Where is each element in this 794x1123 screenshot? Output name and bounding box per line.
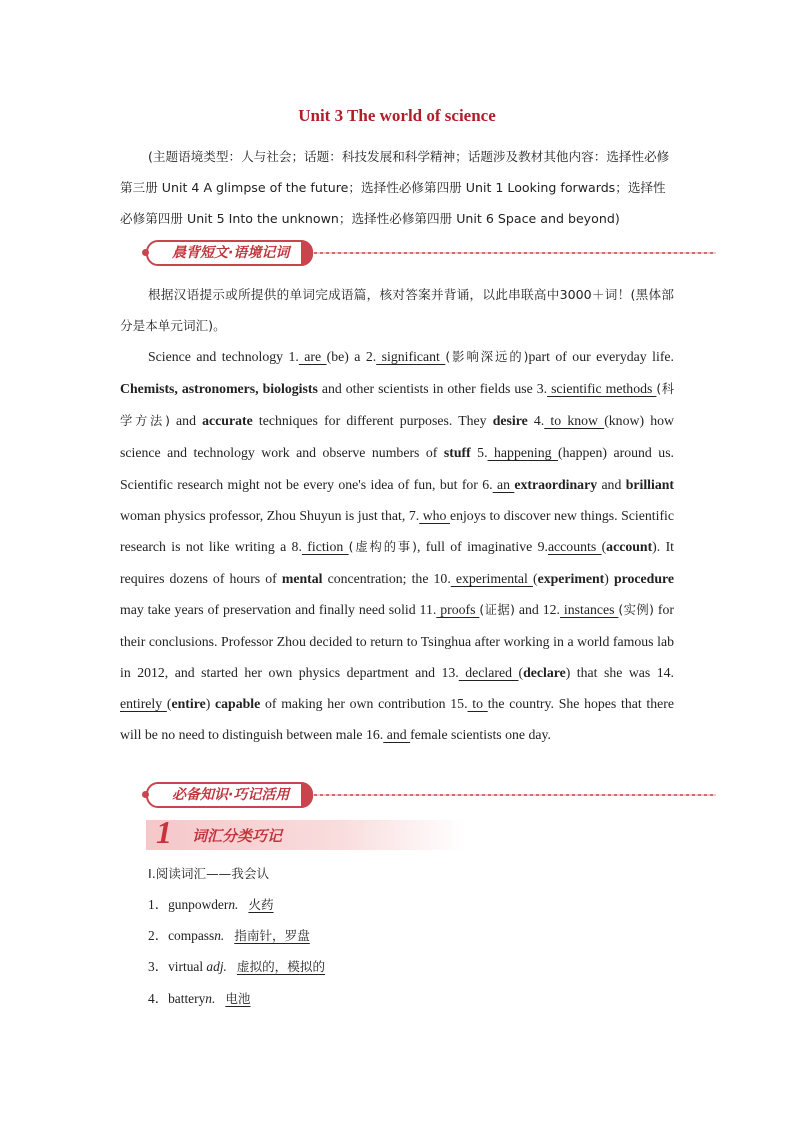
passage-text: 4.: [527, 413, 545, 429]
item-number: 1．: [148, 897, 169, 912]
list-item: [148, 983, 329, 1014]
passage-text: concentration; the 10.: [322, 570, 451, 586]
vocab-meaning: 电池: [225, 990, 251, 1006]
answer-7: who: [419, 507, 450, 523]
vocab-word: battery: [168, 990, 206, 1006]
vocab-word: virtual: [168, 959, 204, 975]
passage-text: for their conclusions. Professor Zhou decided to return to Tsinghua after working in a world famous lab in 2012, and started her own physics department and 13.: [120, 601, 674, 681]
passage-text: (happen) around us. Scientific research might not be every one's idea of fun, but for 6.: [120, 445, 675, 492]
answer-6: an: [492, 476, 515, 492]
item-number: 3．: [148, 959, 169, 975]
subsection-number: 1: [156, 814, 172, 850]
passage-text: and: [169, 413, 203, 429]
answer-10: experimental: [450, 570, 533, 586]
answer-4: to know: [544, 413, 605, 429]
section-banner-morning-reading: [146, 240, 716, 266]
topic-context-text: (主题语境类型：人与社会；话题：科技发展和科学精神；话题涉及教材其他内容：选择性必修第三册 Unit 4 A glimpse of the future；选择性必修第四册 Unit 1 Looking forwards；选择性必修第四册 Unit 5 Into the unknown；选择性必修第四册 Unit 6 Space and beyond): [120, 149, 670, 226]
passage-text: of making her own contribution 15.: [260, 696, 468, 712]
part-of-speech: adj.: [206, 959, 227, 975]
passage-text: (know) how science and technology work and observe numbers of: [120, 413, 674, 461]
passage-body: [120, 341, 674, 750]
passage-text: (: [166, 696, 172, 712]
answer-3: scientific methods: [547, 381, 657, 397]
part-of-speech: n.: [214, 928, 225, 944]
list-item: [148, 889, 329, 920]
unit-vocab-bold: account: [606, 538, 653, 554]
passage-text: (: [518, 665, 524, 681]
answer-1: are: [298, 349, 327, 365]
part-of-speech: n.: [205, 990, 216, 1006]
answer-16: and: [383, 727, 411, 743]
passage-text: part of our everyday life.: [528, 349, 674, 365]
unit-vocab-bold: brilliant: [625, 476, 675, 492]
passage-text: ) that she was 14.: [565, 665, 675, 681]
cloze-passage: [120, 279, 674, 750]
unit-vocab-bold: procedure: [613, 570, 674, 586]
answer-15: to: [467, 696, 488, 712]
vocab-list: [148, 858, 329, 1014]
unit-vocab-bold: declare: [523, 665, 566, 681]
passage-text: woman physics professor, Zhou Shuyun is just that, 7.: [120, 507, 420, 523]
part-of-speech: n.: [228, 897, 239, 912]
passage-text: ). It requires dozens of hours of: [120, 538, 674, 586]
answer-13: declared: [458, 665, 519, 681]
unit-vocab-bold: mental: [281, 570, 323, 586]
answer-12: instances: [559, 601, 619, 617]
passage-text: ): [604, 570, 614, 586]
passage-text: , full of imaginative 9.: [416, 538, 548, 554]
passage-text: (: [532, 570, 538, 586]
passage-text: may take years of preservation and finally need solid 11.: [120, 601, 437, 617]
passage-text: enjoys to discover new things. Scientific research is not like writing a 8.: [120, 507, 674, 554]
unit-vocab-bold: Chemists, astronomers, biologists: [120, 381, 318, 397]
topic-context-note: [120, 141, 675, 234]
passage-text: 5.: [470, 445, 488, 461]
answer-14: entirely: [120, 696, 167, 712]
answer-8: fiction: [301, 538, 349, 554]
unit-vocab-bold: entire: [171, 696, 206, 712]
instruction: 根据汉语提示或所提供的单词完成语篇，核对答案并背诵，以此串联高中3000＋词！(黑体部分是本单元词汇)。: [120, 287, 674, 334]
answer-5: happening: [487, 445, 558, 461]
passage-text: (be) a 2.: [326, 349, 377, 365]
unit-vocab-bold: desire: [492, 413, 528, 429]
chinese-hint: (科学方法): [120, 382, 675, 429]
page-title: Unit 3 The world of science: [298, 106, 496, 125]
banner-label: 必备知识·巧记活用: [146, 782, 313, 808]
passage-text: the country. She hopes that there will be no need to distinguish between male 16.: [120, 696, 674, 743]
item-number: 2．: [148, 928, 169, 944]
passage-text: female scientists one day.: [410, 727, 551, 743]
unit-vocab-bold: accurate: [202, 413, 253, 429]
passage-text: Science and technology 1.: [148, 349, 299, 365]
unit-vocab-bold: stuff: [443, 445, 471, 461]
section-banner-essential-knowledge: [146, 782, 716, 808]
subsection-label: 词汇分类巧记: [192, 827, 283, 845]
answer-9: accounts: [547, 538, 602, 554]
answer-2: significant: [376, 349, 446, 365]
vocab-word: compass: [168, 928, 215, 944]
passage-text: techniques for different purposes. They: [252, 413, 493, 429]
passage-text: and other scientists in other fields use 3.: [317, 381, 548, 397]
vocab-meaning: 虚拟的，模拟的: [236, 959, 326, 975]
item-number: 4．: [148, 990, 169, 1006]
unit-vocab-bold: capable: [215, 696, 261, 712]
passage-text: and 12.: [514, 601, 560, 617]
unit-vocab-bold: experiment: [537, 570, 605, 586]
subsection-header: [146, 814, 466, 850]
passage-text: and: [597, 476, 626, 492]
chinese-hint: (影响深远的): [445, 350, 529, 365]
chinese-hint: (虚构的事): [348, 539, 417, 554]
banner-label: 晨背短文·语境记词: [146, 240, 313, 266]
vocab-subheading: Ⅰ.阅读词汇——我会认: [148, 866, 270, 881]
chinese-hint: (实例): [618, 602, 654, 617]
vocab-meaning: 火药: [248, 897, 274, 912]
chinese-hint: (证据): [479, 602, 515, 617]
unit-vocab-bold: extraordinary: [514, 476, 598, 492]
passage-text: (: [601, 538, 607, 554]
passage-text: ): [205, 696, 216, 712]
vocab-word: gunpowder: [168, 897, 229, 912]
vocab-meaning: 指南针，罗盘: [234, 928, 310, 944]
list-item: [148, 951, 329, 982]
list-item: [148, 920, 329, 951]
answer-11: proofs: [436, 601, 480, 617]
